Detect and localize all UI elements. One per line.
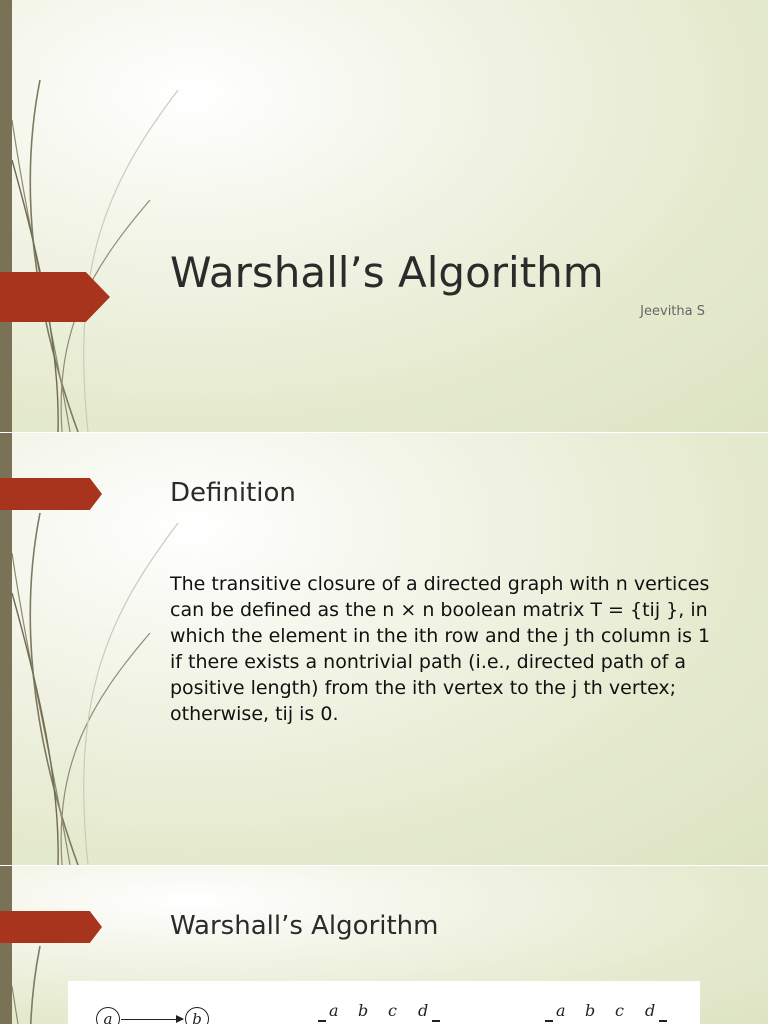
presentation-author: Jeevitha S <box>640 304 705 319</box>
graph-node-b: b <box>185 1007 209 1024</box>
heading-accent-tag <box>0 911 102 943</box>
matrix-2-col-label-d: d <box>645 1001 656 1020</box>
algorithm-slide <box>0 866 768 1024</box>
title-slide <box>0 0 768 432</box>
matrix-1-col-label-a: a <box>329 1001 339 1020</box>
matrix-bracket-right <box>432 1020 440 1022</box>
definition-text: The transitive closure of a directed graph with n vertices can be defined as the n × n boolean matrix T = {tij }, in which the element in the ith row and the j th column is 1 if there exists a nontrivial path (i.e., directed path of a positive length) from the ith vertex to the j th vertex; otherwise, tij is 0. <box>170 573 711 725</box>
decorative-grass-strokes <box>0 0 200 432</box>
matrix-bracket-right <box>659 1020 667 1022</box>
matrix-1-col-label-d: d <box>418 1001 429 1020</box>
graph-node-a: a <box>96 1007 120 1024</box>
matrix-1-col-label-b: b <box>358 1001 369 1020</box>
matrix-2-col-label-b: b <box>585 1001 596 1020</box>
slide-heading: Warshall’s Algorithm <box>170 911 439 941</box>
presentation-title: Warshall’s Algorithm <box>170 248 604 297</box>
matrix-bracket-left <box>318 1020 326 1022</box>
left-accent-bar <box>0 0 12 432</box>
graph-and-matrices-figure <box>68 981 700 1024</box>
definition-slide <box>0 433 768 865</box>
heading-accent-tag <box>0 478 102 510</box>
slide-heading: Definition <box>170 478 296 508</box>
matrix-bracket-left <box>545 1020 553 1022</box>
left-accent-bar <box>0 866 12 1024</box>
graph-edge-arrow <box>121 1019 183 1020</box>
matrix-1-col-label-c: c <box>388 1001 397 1020</box>
matrix-2-col-label-c: c <box>615 1001 624 1020</box>
matrix-2-col-label-a: a <box>556 1001 566 1020</box>
